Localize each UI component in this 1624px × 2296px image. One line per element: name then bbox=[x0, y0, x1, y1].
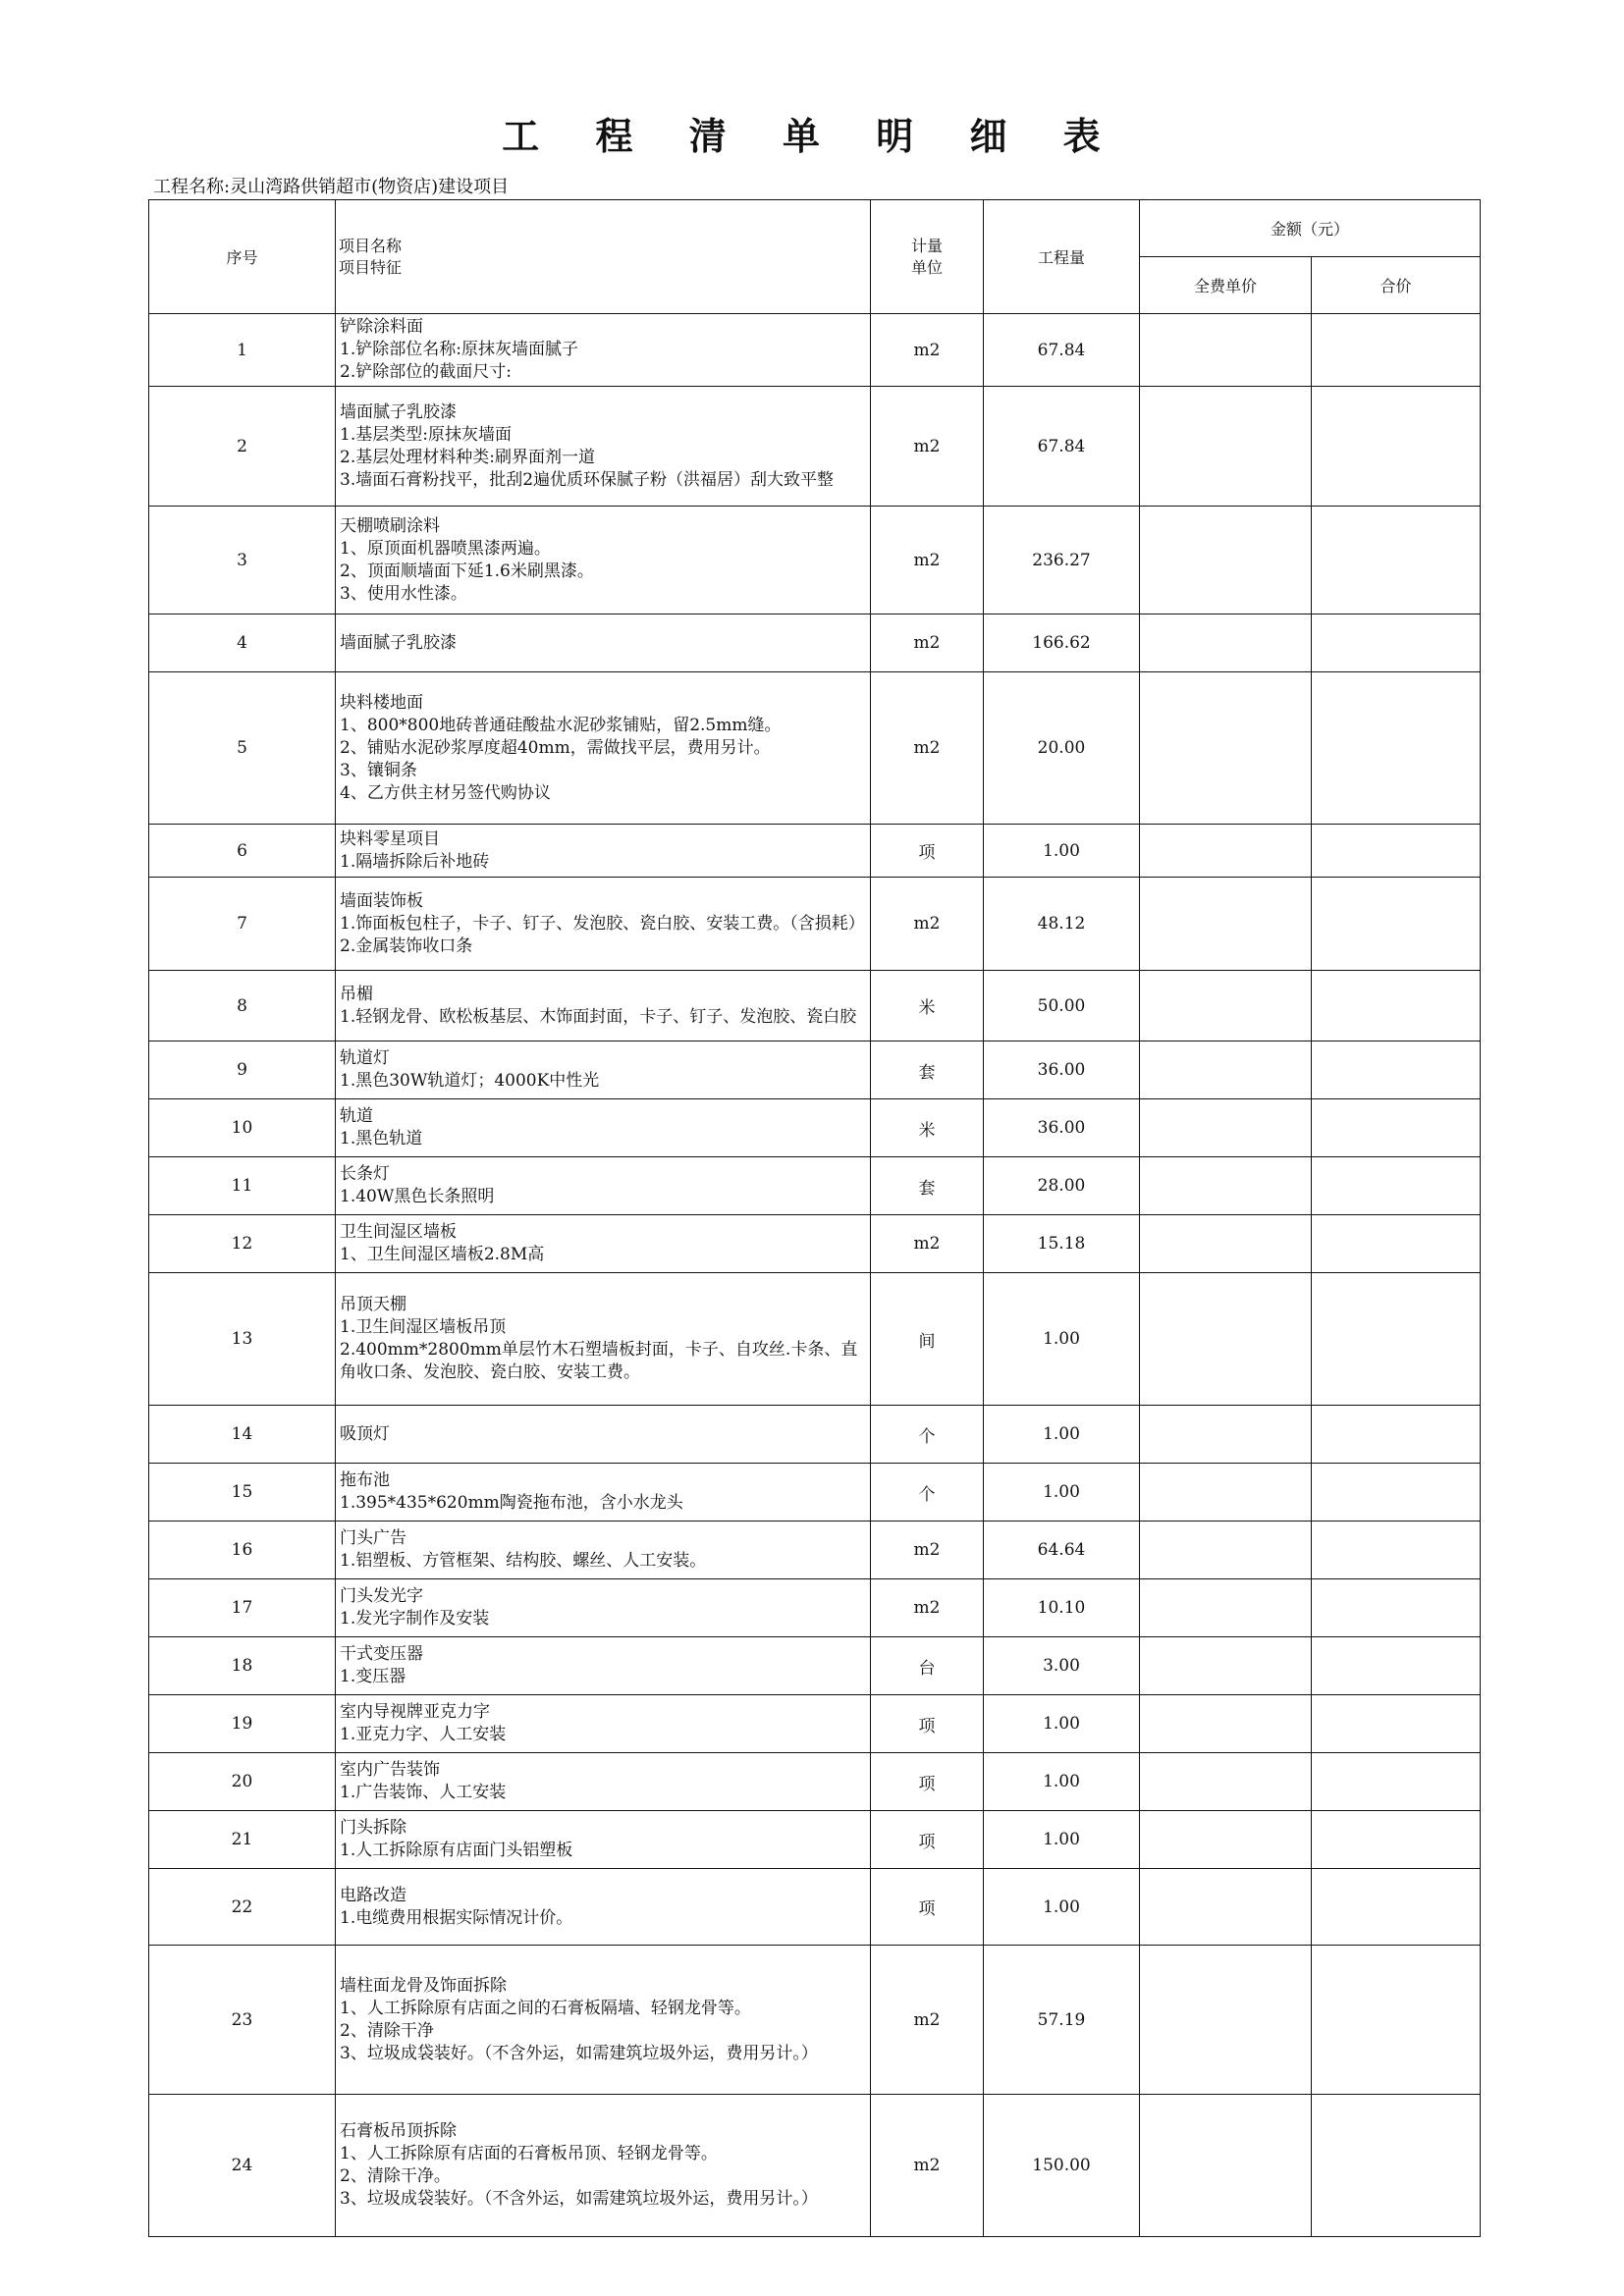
row-unit: 个 bbox=[871, 1406, 984, 1464]
table-row bbox=[149, 614, 1481, 672]
row-unit: m2 bbox=[871, 507, 984, 614]
row-description bbox=[336, 1215, 871, 1273]
table-row bbox=[149, 971, 1481, 1041]
row-description bbox=[336, 1869, 871, 1946]
table-row bbox=[149, 1099, 1481, 1157]
header-amount: 金额（元） bbox=[1140, 200, 1481, 257]
row-quantity: 67.84 bbox=[984, 314, 1140, 387]
row-unit: 套 bbox=[871, 1041, 984, 1099]
header-unit-price: 全费单价 bbox=[1140, 257, 1312, 314]
row-total bbox=[1312, 2095, 1481, 2237]
table-row bbox=[149, 878, 1481, 971]
row-description bbox=[336, 1637, 871, 1695]
row-unit-price bbox=[1140, 878, 1312, 971]
row-description-text: 墙面腻子乳胶漆 bbox=[340, 632, 457, 653]
row-description-text: 干式变压器 1.变压器 bbox=[340, 1644, 423, 1686]
row-seq: 14 bbox=[149, 1406, 336, 1464]
table-row bbox=[149, 825, 1481, 878]
row-unit-price bbox=[1140, 2095, 1312, 2237]
row-unit-price bbox=[1140, 672, 1312, 825]
row-description bbox=[336, 971, 871, 1041]
table-row bbox=[149, 1041, 1481, 1099]
row-unit: m2 bbox=[871, 387, 984, 507]
table-row bbox=[149, 1215, 1481, 1273]
row-total bbox=[1312, 314, 1481, 387]
row-description-text: 块料零星项目 1.隔墙拆除后补地砖 bbox=[340, 828, 490, 872]
row-description-text: 铲除涂料面 1.铲除部位名称:原抹灰墙面腻子 2.铲除部位的截面尺寸: bbox=[340, 317, 578, 382]
row-description-text: 拖布池 1.395*435*620mm陶瓷拖布池，含小水龙头 bbox=[340, 1470, 683, 1513]
row-unit-price bbox=[1140, 1637, 1312, 1695]
header-seq: 序号 bbox=[149, 200, 336, 314]
row-description bbox=[336, 507, 871, 614]
row-unit-price bbox=[1140, 507, 1312, 614]
table-row bbox=[149, 1695, 1481, 1753]
row-total bbox=[1312, 1869, 1481, 1946]
row-description-text: 轨道 1.黑色轨道 bbox=[340, 1106, 423, 1148]
row-total bbox=[1312, 1215, 1481, 1273]
row-description bbox=[336, 387, 871, 507]
row-seq: 1 bbox=[149, 314, 336, 387]
row-unit-price bbox=[1140, 1406, 1312, 1464]
row-description bbox=[336, 1406, 871, 1464]
row-unit: 间 bbox=[871, 1273, 984, 1406]
row-unit: 项 bbox=[871, 1753, 984, 1811]
header-name-line2: 项目特征 bbox=[339, 257, 403, 277]
row-unit-price bbox=[1140, 387, 1312, 507]
row-total bbox=[1312, 1522, 1481, 1579]
table-row bbox=[149, 1753, 1481, 1811]
table-row bbox=[149, 507, 1481, 614]
row-unit-price bbox=[1140, 971, 1312, 1041]
row-description-text: 吸顶灯 bbox=[340, 1423, 390, 1444]
row-description-text: 墙面装饰板 1.饰面板包柱子，卡子、钉子、发泡胶、瓷白胶、安装工费。（含损耗） 2.金属装饰收口条 bbox=[340, 890, 865, 956]
row-unit-price bbox=[1140, 1157, 1312, 1215]
row-quantity: 150.00 bbox=[984, 2095, 1140, 2237]
row-unit: 项 bbox=[871, 1695, 984, 1753]
row-unit: m2 bbox=[871, 2095, 984, 2237]
row-description-text: 卫生间湿区墙板 1、卫生间湿区墙板2.8M高 bbox=[340, 1222, 545, 1264]
table-row bbox=[149, 314, 1481, 387]
row-unit: m2 bbox=[871, 672, 984, 825]
row-seq: 12 bbox=[149, 1215, 336, 1273]
table-row bbox=[149, 1946, 1481, 2095]
row-seq: 8 bbox=[149, 971, 336, 1041]
row-total bbox=[1312, 614, 1481, 672]
row-description-text: 墙面腻子乳胶漆 1.基层类型:原抹灰墙面 2.基层处理材料种类:刷界面剂一道 3.墙面石膏粉找平，批刮2遍优质环保腻子粉（洪福居）刮大致平整 bbox=[340, 401, 835, 490]
row-seq: 20 bbox=[149, 1753, 336, 1811]
row-unit-price bbox=[1140, 314, 1312, 387]
row-quantity: 15.18 bbox=[984, 1215, 1140, 1273]
row-description-text: 门头拆除 1.人工拆除原有店面门头铝塑板 bbox=[340, 1818, 573, 1860]
row-quantity: 1.00 bbox=[984, 1406, 1140, 1464]
row-seq: 2 bbox=[149, 387, 336, 507]
table-row bbox=[149, 1579, 1481, 1637]
row-unit: 套 bbox=[871, 1157, 984, 1215]
row-total bbox=[1312, 971, 1481, 1041]
row-total bbox=[1312, 507, 1481, 614]
row-seq: 16 bbox=[149, 1522, 336, 1579]
row-seq: 23 bbox=[149, 1946, 336, 2095]
row-total bbox=[1312, 1406, 1481, 1464]
row-unit-price bbox=[1140, 1579, 1312, 1637]
table-row bbox=[149, 387, 1481, 507]
row-quantity: 1.00 bbox=[984, 1869, 1140, 1946]
row-quantity: 1.00 bbox=[984, 1753, 1140, 1811]
row-unit-price bbox=[1140, 1522, 1312, 1579]
header-total: 合价 bbox=[1312, 257, 1481, 314]
row-seq: 4 bbox=[149, 614, 336, 672]
row-unit-price bbox=[1140, 1464, 1312, 1522]
row-unit: m2 bbox=[871, 878, 984, 971]
row-seq: 7 bbox=[149, 878, 336, 971]
row-description bbox=[336, 825, 871, 878]
row-unit: m2 bbox=[871, 614, 984, 672]
row-description-text: 墙柱面龙骨及饰面拆除 1、人工拆除原有店面之间的石膏板隔墙、轻钢龙骨等。 2、清除干净 3、垃圾成袋装好。（不含外运，如需建筑垃圾外运，费用另计。） bbox=[340, 1975, 818, 2063]
row-quantity: 36.00 bbox=[984, 1041, 1140, 1099]
table-row bbox=[149, 1522, 1481, 1579]
row-unit: m2 bbox=[871, 314, 984, 387]
table-row bbox=[149, 1273, 1481, 1406]
row-seq: 6 bbox=[149, 825, 336, 878]
row-description-text: 室内广告装饰 1.广告装饰、人工安装 bbox=[340, 1760, 507, 1802]
table-row bbox=[149, 1869, 1481, 1946]
row-quantity: 20.00 bbox=[984, 672, 1140, 825]
row-description-text: 门头广告 1.铝塑板、方管框架、结构胶、螺丝、人工安装。 bbox=[340, 1528, 707, 1571]
row-description bbox=[336, 2095, 871, 2237]
row-unit-price bbox=[1140, 1695, 1312, 1753]
table-row bbox=[149, 1811, 1481, 1869]
row-description-text: 室内导视牌亚克力字 1.亚克力字、人工安装 bbox=[340, 1702, 507, 1744]
row-description-text: 石膏板吊顶拆除 1、人工拆除原有店面的石膏板吊顶、轻钢龙骨等。 2、清除干净。 3、垃圾成袋装好。（不含外运，如需建筑垃圾外运，费用另计。） bbox=[340, 2121, 818, 2209]
row-description bbox=[336, 1273, 871, 1406]
header-name bbox=[336, 200, 871, 314]
row-unit: 项 bbox=[871, 1869, 984, 1946]
header-unit-line1: 计量 bbox=[910, 236, 943, 255]
row-quantity: 3.00 bbox=[984, 1637, 1140, 1695]
row-quantity: 1.00 bbox=[984, 1695, 1140, 1753]
row-seq: 3 bbox=[149, 507, 336, 614]
row-description-text: 吊楣 1.轻钢龙骨、欧松板基层、木饰面封面，卡子、钉子、发泡胶、瓷白胶 bbox=[340, 984, 857, 1027]
row-unit-price bbox=[1140, 614, 1312, 672]
row-total bbox=[1312, 1946, 1481, 2095]
project-name: 工程名称:灵山湾路供销超市(物资店)建设项目 bbox=[153, 177, 510, 197]
row-seq: 5 bbox=[149, 672, 336, 825]
row-description-text: 块料楼地面 1、800*800地砖普通硅酸盐水泥砂浆铺贴，留2.5mm缝。 2、铺贴水泥砂浆厚度超40mm，需做找平层，费用另计。 3、镶铜条 4、乙方供主材另签代购协议 bbox=[340, 692, 782, 803]
row-total bbox=[1312, 1811, 1481, 1869]
row-seq: 11 bbox=[149, 1157, 336, 1215]
row-description bbox=[336, 1695, 871, 1753]
row-unit: 台 bbox=[871, 1637, 984, 1695]
row-quantity: 64.64 bbox=[984, 1522, 1140, 1579]
row-unit-price bbox=[1140, 1041, 1312, 1099]
row-description bbox=[336, 1946, 871, 2095]
row-description-text: 轨道灯 1.黑色30W轨道灯；4000K中性光 bbox=[340, 1048, 600, 1091]
row-unit-price bbox=[1140, 1273, 1312, 1406]
row-quantity: 1.00 bbox=[984, 1464, 1140, 1522]
row-seq: 22 bbox=[149, 1869, 336, 1946]
table-row bbox=[149, 1406, 1481, 1464]
table-row bbox=[149, 1157, 1481, 1215]
row-quantity: 236.27 bbox=[984, 507, 1140, 614]
row-description bbox=[336, 1579, 871, 1637]
table-row bbox=[149, 2095, 1481, 2237]
row-quantity: 36.00 bbox=[984, 1099, 1140, 1157]
row-total bbox=[1312, 1464, 1481, 1522]
row-unit: m2 bbox=[871, 1946, 984, 2095]
row-total bbox=[1312, 387, 1481, 507]
row-description bbox=[336, 672, 871, 825]
table-row bbox=[149, 1637, 1481, 1695]
row-unit-price bbox=[1140, 1811, 1312, 1869]
row-total bbox=[1312, 672, 1481, 825]
row-quantity: 57.19 bbox=[984, 1946, 1140, 2095]
row-quantity: 67.84 bbox=[984, 387, 1140, 507]
row-total bbox=[1312, 1273, 1481, 1406]
row-quantity: 166.62 bbox=[984, 614, 1140, 672]
row-unit: m2 bbox=[871, 1579, 984, 1637]
row-total bbox=[1312, 1041, 1481, 1099]
row-seq: 13 bbox=[149, 1273, 336, 1406]
table-row bbox=[149, 1464, 1481, 1522]
row-quantity: 28.00 bbox=[984, 1157, 1140, 1215]
row-quantity: 50.00 bbox=[984, 971, 1140, 1041]
row-unit: 个 bbox=[871, 1464, 984, 1522]
row-seq: 15 bbox=[149, 1464, 336, 1522]
header-name-line1: 项目名称 bbox=[339, 236, 403, 255]
row-description bbox=[336, 1099, 871, 1157]
row-total bbox=[1312, 1579, 1481, 1637]
row-quantity: 1.00 bbox=[984, 1811, 1140, 1869]
row-description bbox=[336, 1157, 871, 1215]
row-seq: 10 bbox=[149, 1099, 336, 1157]
row-seq: 9 bbox=[149, 1041, 336, 1099]
row-unit-price bbox=[1140, 1946, 1312, 2095]
row-description-text: 长条灯 1.40W黑色长条照明 bbox=[340, 1164, 495, 1206]
row-unit: 米 bbox=[871, 971, 984, 1041]
row-seq: 24 bbox=[149, 2095, 336, 2237]
row-description-text: 电路改造 1.电缆费用根据实际情况计价。 bbox=[340, 1885, 573, 1928]
row-description-text: 吊顶天棚 1.卫生间湿区墙板吊顶 2.400mm*2800mm单层竹木石塑墙板封面，卡子、自攻丝.卡条、直角收口条、发泡胶、瓷白胶、安装工费。 bbox=[340, 1295, 858, 1382]
row-description-text: 门头发光字 1.发光字制作及安装 bbox=[340, 1586, 490, 1629]
row-total bbox=[1312, 825, 1481, 878]
row-total bbox=[1312, 1099, 1481, 1157]
row-quantity: 1.00 bbox=[984, 825, 1140, 878]
row-unit: 米 bbox=[871, 1099, 984, 1157]
row-quantity: 1.00 bbox=[984, 1273, 1140, 1406]
row-seq: 18 bbox=[149, 1637, 336, 1695]
row-total bbox=[1312, 1157, 1481, 1215]
row-total bbox=[1312, 1753, 1481, 1811]
table-row bbox=[149, 672, 1481, 825]
row-total bbox=[1312, 878, 1481, 971]
row-unit-price bbox=[1140, 825, 1312, 878]
row-description bbox=[336, 1464, 871, 1522]
row-unit: 项 bbox=[871, 1811, 984, 1869]
row-unit-price bbox=[1140, 1099, 1312, 1157]
row-description bbox=[336, 614, 871, 672]
row-quantity: 48.12 bbox=[984, 878, 1140, 971]
row-total bbox=[1312, 1695, 1481, 1753]
bill-of-quantities-table bbox=[148, 199, 1481, 2237]
row-unit: m2 bbox=[871, 1215, 984, 1273]
row-total bbox=[1312, 1637, 1481, 1695]
page-title: 工 程 清 单 明 细 表 bbox=[502, 115, 1122, 158]
row-seq: 21 bbox=[149, 1811, 336, 1869]
row-description bbox=[336, 878, 871, 971]
row-seq: 17 bbox=[149, 1579, 336, 1637]
row-quantity: 10.10 bbox=[984, 1579, 1140, 1637]
row-unit-price bbox=[1140, 1869, 1312, 1946]
row-description bbox=[336, 1811, 871, 1869]
row-description-text: 天棚喷刷涂料 1、原顶面机器喷黑漆两遍。 2、顶面顺墙面下延1.6米刷黑漆。 3、使用水性漆。 bbox=[340, 515, 594, 604]
header-qty: 工程量 bbox=[984, 200, 1140, 314]
row-description bbox=[336, 1041, 871, 1099]
row-unit-price bbox=[1140, 1215, 1312, 1273]
row-seq: 19 bbox=[149, 1695, 336, 1753]
header-unit-line2: 单位 bbox=[910, 257, 943, 277]
row-unit-price bbox=[1140, 1753, 1312, 1811]
row-description bbox=[336, 314, 871, 387]
row-description bbox=[336, 1522, 871, 1579]
row-unit: m2 bbox=[871, 1522, 984, 1579]
header-unit bbox=[871, 200, 984, 314]
row-description bbox=[336, 1753, 871, 1811]
row-unit: 项 bbox=[871, 825, 984, 878]
